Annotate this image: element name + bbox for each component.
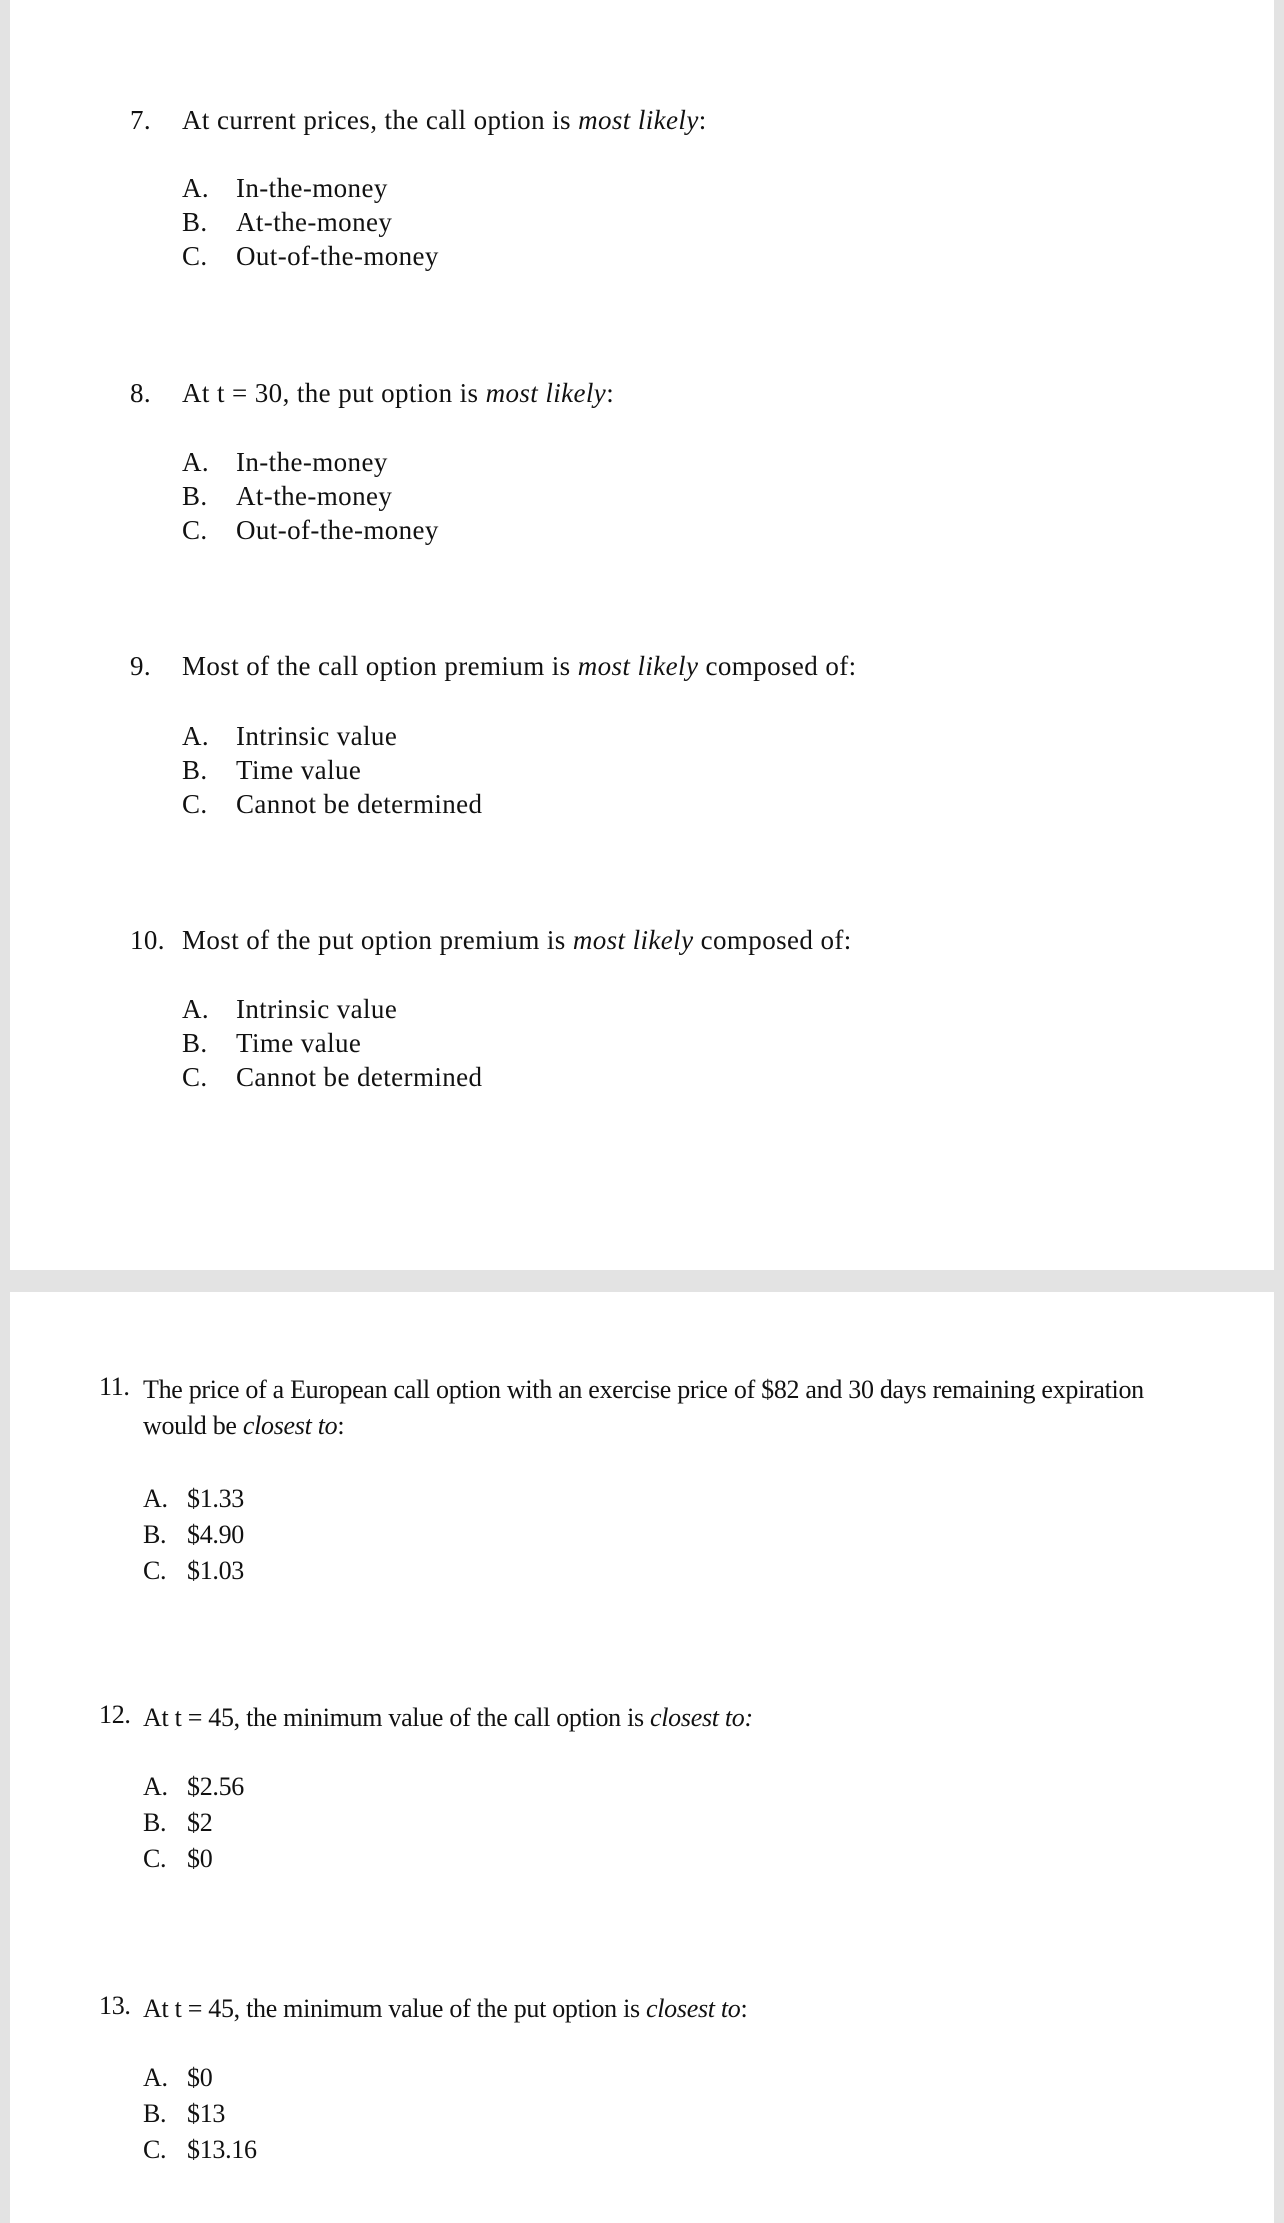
question-text: At t = 45, the minimum value of the put option is closest to: — [143, 1994, 748, 2023]
question-text: Most of the call option premium is most likely composed of: — [182, 651, 857, 681]
question-8: 8. At t = 30, the put option is most likely: A. In-the-money B. At-the-money C. Out-of-the-money — [130, 378, 615, 545]
question-13: 13. At t = 45, the minimum value of the put option is closest to: A. $0 B. $13 C. $13.16 — [99, 1991, 1219, 2191]
question-text: The price of a European call option with an exercise price of $82 and 30 days remaining expiration would be closest to: — [143, 1375, 1144, 1440]
question-number: 10. — [130, 925, 165, 955]
document-page-2 — [10, 1292, 1274, 2223]
question-12: 12. At t = 45, the minimum value of the call option is closest to: A. $2.56 B. $2 C. $0 — [99, 1700, 1219, 1900]
question-9: 9. Most of the call option premium is most likely composed of: A. Intrinsic value B. Time value C. Cannot be determined — [130, 651, 857, 819]
question-number: 13. — [99, 1991, 131, 2020]
question-number: 8. — [130, 378, 152, 408]
question-text: At t = 45, the minimum value of the call option is closest to: — [143, 1703, 753, 1732]
question-number: 11. — [99, 1372, 130, 1401]
question-7: 7. At current prices, the call option is most likely: A. In-the-money B. At-the-money C. Out-of-the-money — [130, 105, 707, 271]
question-number: 7. — [130, 105, 152, 135]
question-number: 12. — [99, 1700, 131, 1729]
question-number: 9. — [130, 651, 152, 681]
question-10: 10. Most of the put option premium is most likely composed of: A. Intrinsic value B. Time value C. Cannot be determined — [130, 925, 852, 1092]
question-11: 11. The price of a European call option with an exercise price of $82 and 30 days remaining expiration would be closest to: A. $1.33 B. $4.90 C. $1.03 — [99, 1372, 1219, 1612]
document-page-1 — [10, 0, 1274, 1270]
question-text: At t = 30, the put option is most likely: — [182, 378, 615, 408]
question-text: At current prices, the call option is most likely: — [182, 105, 707, 135]
question-text: Most of the put option premium is most likely composed of: — [182, 925, 852, 955]
